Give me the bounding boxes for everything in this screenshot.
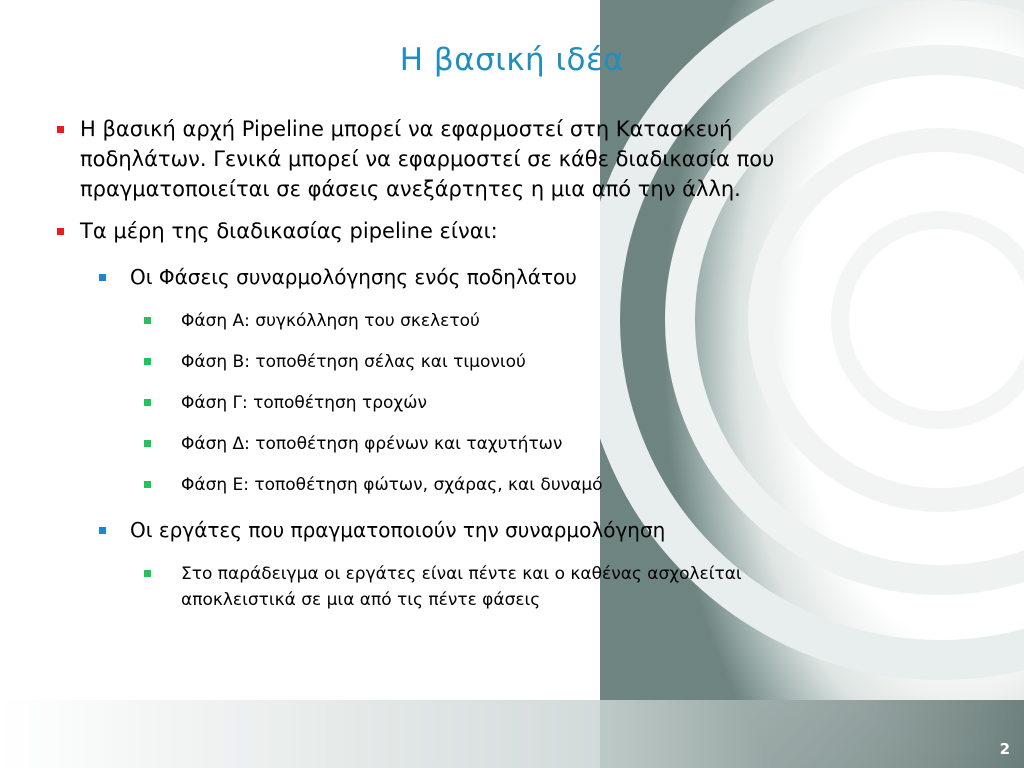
bullet-marker [144, 481, 151, 488]
phase-item: Φάση Δ: τοποθέτηση φρένων και ταχυτήτων [181, 434, 563, 454]
bullet-marker [144, 440, 151, 447]
bullet-text: πραγματοποιείται σε φάσεις ανεξάρτητες η μια από την άλλη. [80, 177, 741, 201]
worker-item: αποκλειστικά σε μια από τις πέντε φάσεις [181, 590, 541, 610]
bullet-marker [144, 317, 151, 324]
bullet-marker [57, 126, 64, 133]
bullet-text: Η βασική αρχή Pipeline μπορεί να εφαρμοστεί στη Κατασκευή [80, 117, 733, 141]
sub-bullet-text: Οι Φάσεις συναρμολόγησης ενός ποδηλάτου [130, 265, 577, 289]
page-number: 2 [999, 740, 1010, 758]
worker-item: Στο παράδειγμα οι εργάτες είναι πέντε και ο καθένας ασχολείται [181, 564, 742, 584]
slide-title: Η βασική ιδέα [399, 42, 625, 78]
sub-bullet-text: Οι εργάτες που πραγματοποιούν την συναρμολόγηση [130, 518, 666, 542]
bullet-marker [144, 358, 151, 365]
phase-item: Φάση Ε: τοποθέτηση φώτων, σχάρας, και δυναμό [181, 475, 603, 495]
bullet-text: Τα μέρη της διαδικασίας pipeline είναι: [80, 219, 498, 243]
bullet-marker [144, 570, 151, 577]
bullet-marker [144, 399, 151, 406]
phase-item: Φάση Α: συγκόλληση του σκελετού [181, 311, 480, 331]
bullet-marker [57, 228, 64, 235]
phase-item: Φάση Γ: τοποθέτηση τροχών [181, 393, 427, 413]
bullet-marker [99, 274, 106, 281]
bullet-marker [99, 527, 106, 534]
bullet-text: ποδηλάτων. Γενικά μπορεί να εφαρμοστεί σε κάθε διαδικασία που [80, 147, 775, 171]
phase-item: Φάση Β: τοποθέτηση σέλας και τιμονιού [181, 352, 526, 372]
